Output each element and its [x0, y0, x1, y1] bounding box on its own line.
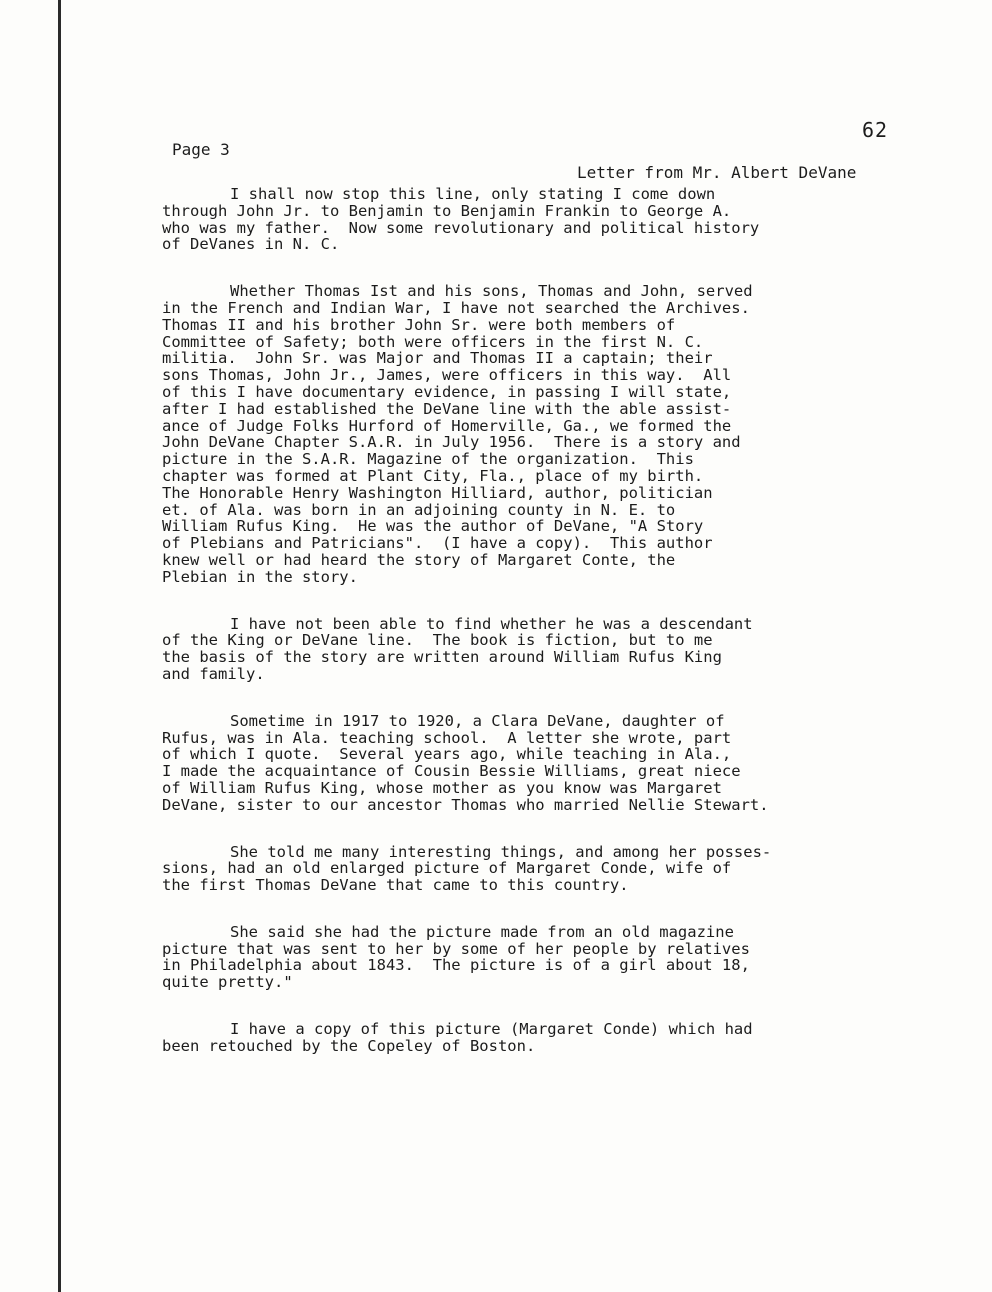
text-line: John DeVane Chapter S.A.R. in July 1956. There is a story and	[162, 433, 741, 452]
text-line: the first Thomas DeVane that came to this country.	[162, 876, 629, 895]
letter-body	[162, 186, 952, 1085]
text-line: of DeVanes in N. C.	[162, 235, 340, 254]
text-line: knew well or had heard the story of Margaret Conte, the	[162, 550, 676, 569]
paragraph	[162, 283, 952, 585]
text-line: et. of Ala. was born in an adjoining county in N. E. to	[162, 500, 676, 519]
paragraph	[162, 924, 952, 991]
text-line: in the French and Indian War, I have not searched the Archives.	[162, 298, 750, 317]
text-line: picture that was sent to her by some of her people by relatives	[162, 939, 750, 958]
text-line: Thomas II and his brother John Sr. were both members of	[162, 315, 676, 334]
text-line: sons Thomas, John Jr., James, were officers in this way. All	[162, 366, 732, 385]
paragraph	[162, 713, 952, 814]
text-line: of which I quote. Several years ago, while teaching in Ala.,	[162, 745, 732, 764]
text-line: of this I have documentary evidence, in passing I will state,	[162, 382, 732, 401]
text-line: quite pretty."	[162, 973, 293, 992]
text-line: The Honorable Henry Washington Hilliard, author, politician	[162, 483, 713, 502]
text-line: Committee of Safety; both were officers in the first N. C.	[162, 332, 704, 351]
text-line: who was my father. Now some revolutionary and political history	[162, 218, 760, 237]
paragraph	[162, 1021, 952, 1055]
text-line: I made the acquaintance of Cousin Bessie Williams, great niece	[162, 762, 741, 781]
text-line: William Rufus King. He was the author of DeVane, "A Story	[162, 517, 704, 536]
text-line: after I had established the DeVane line with the able assist-	[162, 399, 732, 418]
text-line: been retouched by the Copeley of Boston.	[162, 1036, 536, 1055]
text-line: of Plebians and Patricians". (I have a copy). This author	[162, 534, 713, 553]
text-line: She said she had the picture made from an old magazine	[230, 922, 734, 941]
text-line: Sometime in 1917 to 1920, a Clara DeVane, daughter of	[230, 711, 725, 730]
text-line: I have not been able to find whether he was a descendant	[230, 614, 753, 633]
text-line: the basis of the story are written around William Rufus King	[162, 648, 722, 667]
text-line: through John Jr. to Benjamin to Benjamin Frankin to George A.	[162, 201, 732, 220]
text-line: Plebian in the story.	[162, 567, 358, 586]
letter-header: Letter from Mr. Albert DeVane	[577, 163, 857, 182]
text-line: I have a copy of this picture (Margaret Conde) which had	[230, 1020, 753, 1039]
text-line: of William Rufus King, whose mother as you know was Margaret	[162, 778, 722, 797]
text-line: DeVane, sister to our ancestor Thomas who married Nellie Stewart.	[162, 795, 769, 814]
text-line: chapter was formed at Plant City, Fla., place of my birth.	[162, 466, 704, 485]
text-line: and family.	[162, 664, 265, 683]
page-label: Page 3	[172, 140, 230, 159]
text-line: militia. John Sr. was Major and Thomas II a captain; their	[162, 349, 713, 368]
margin-rule	[58, 0, 61, 1292]
paragraph	[162, 844, 952, 894]
text-line: in Philadelphia about 1843. The picture is of a girl about 18,	[162, 956, 750, 975]
text-line: I shall now stop this line, only stating I come down	[230, 185, 716, 203]
text-line: sions, had an old enlarged picture of Margaret Conde, wife of	[162, 859, 732, 878]
text-line: Whether Thomas Ist and his sons, Thomas and John, served	[230, 282, 753, 301]
text-line: ance of Judge Folks Hurford of Homerville, Ga., we formed the	[162, 416, 732, 435]
page-number: 62	[862, 118, 889, 142]
text-line: picture in the S.A.R. Magazine of the organization. This	[162, 450, 694, 469]
paragraph	[162, 186, 952, 253]
text-line: of the King or DeVane line. The book is fiction, but to me	[162, 631, 713, 650]
text-line: She told me many interesting things, and among her posses-	[230, 842, 772, 861]
paragraph	[162, 616, 952, 683]
text-line: Rufus, was in Ala. teaching school. A letter she wrote, part	[162, 728, 732, 747]
